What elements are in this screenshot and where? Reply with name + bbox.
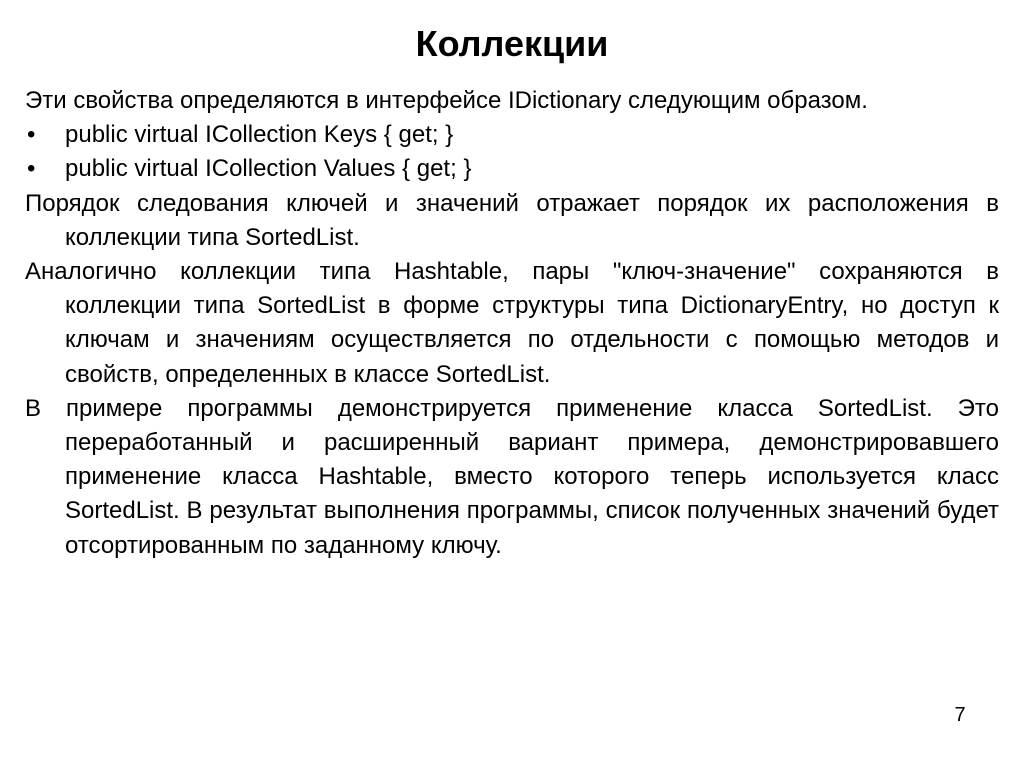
paragraph-idictionary-properties: Эти свойства определяются в интерфейсе IDictionary следующим образом.	[25, 87, 868, 114]
paragraph-example-program: В примере программы демонстрируется применение класса SortedList. Это переработанный и расширенный вариант примера, демонстрировавшего применение класса Hashtable, вместо которого теперь используется класс SortedList. В результат выполнения программы, список полученных значений будет отсортированным по заданному ключу.	[25, 394, 999, 559]
bullet-icon: •	[27, 155, 36, 183]
slide-content	[25, 84, 999, 563]
bullet-values-property	[25, 152, 999, 186]
paragraph-key-order: Порядок следования ключей и значений отражает порядок их расположения в коллекции типа SortedList.	[25, 189, 999, 251]
page-number: 7	[954, 704, 966, 726]
bullet-text: public virtual ICollection Values { get; }	[65, 155, 472, 183]
bullet-text: public virtual ICollection Keys { get; }	[65, 121, 454, 149]
slide-title: Коллекции	[415, 23, 609, 64]
bullet-icon: •	[27, 121, 36, 149]
paragraph-dictionary-entry: Аналогично коллекции типа Hashtable, пары "ключ-значение" сохраняются в коллекции типа SortedList в форме структуры типа DictionaryEntry, но доступ к ключам и значениям осуществляется по отдельности с помощью методов и свойств, определенных в классе SortedList.	[25, 258, 999, 388]
bullet-keys-property	[25, 118, 999, 152]
